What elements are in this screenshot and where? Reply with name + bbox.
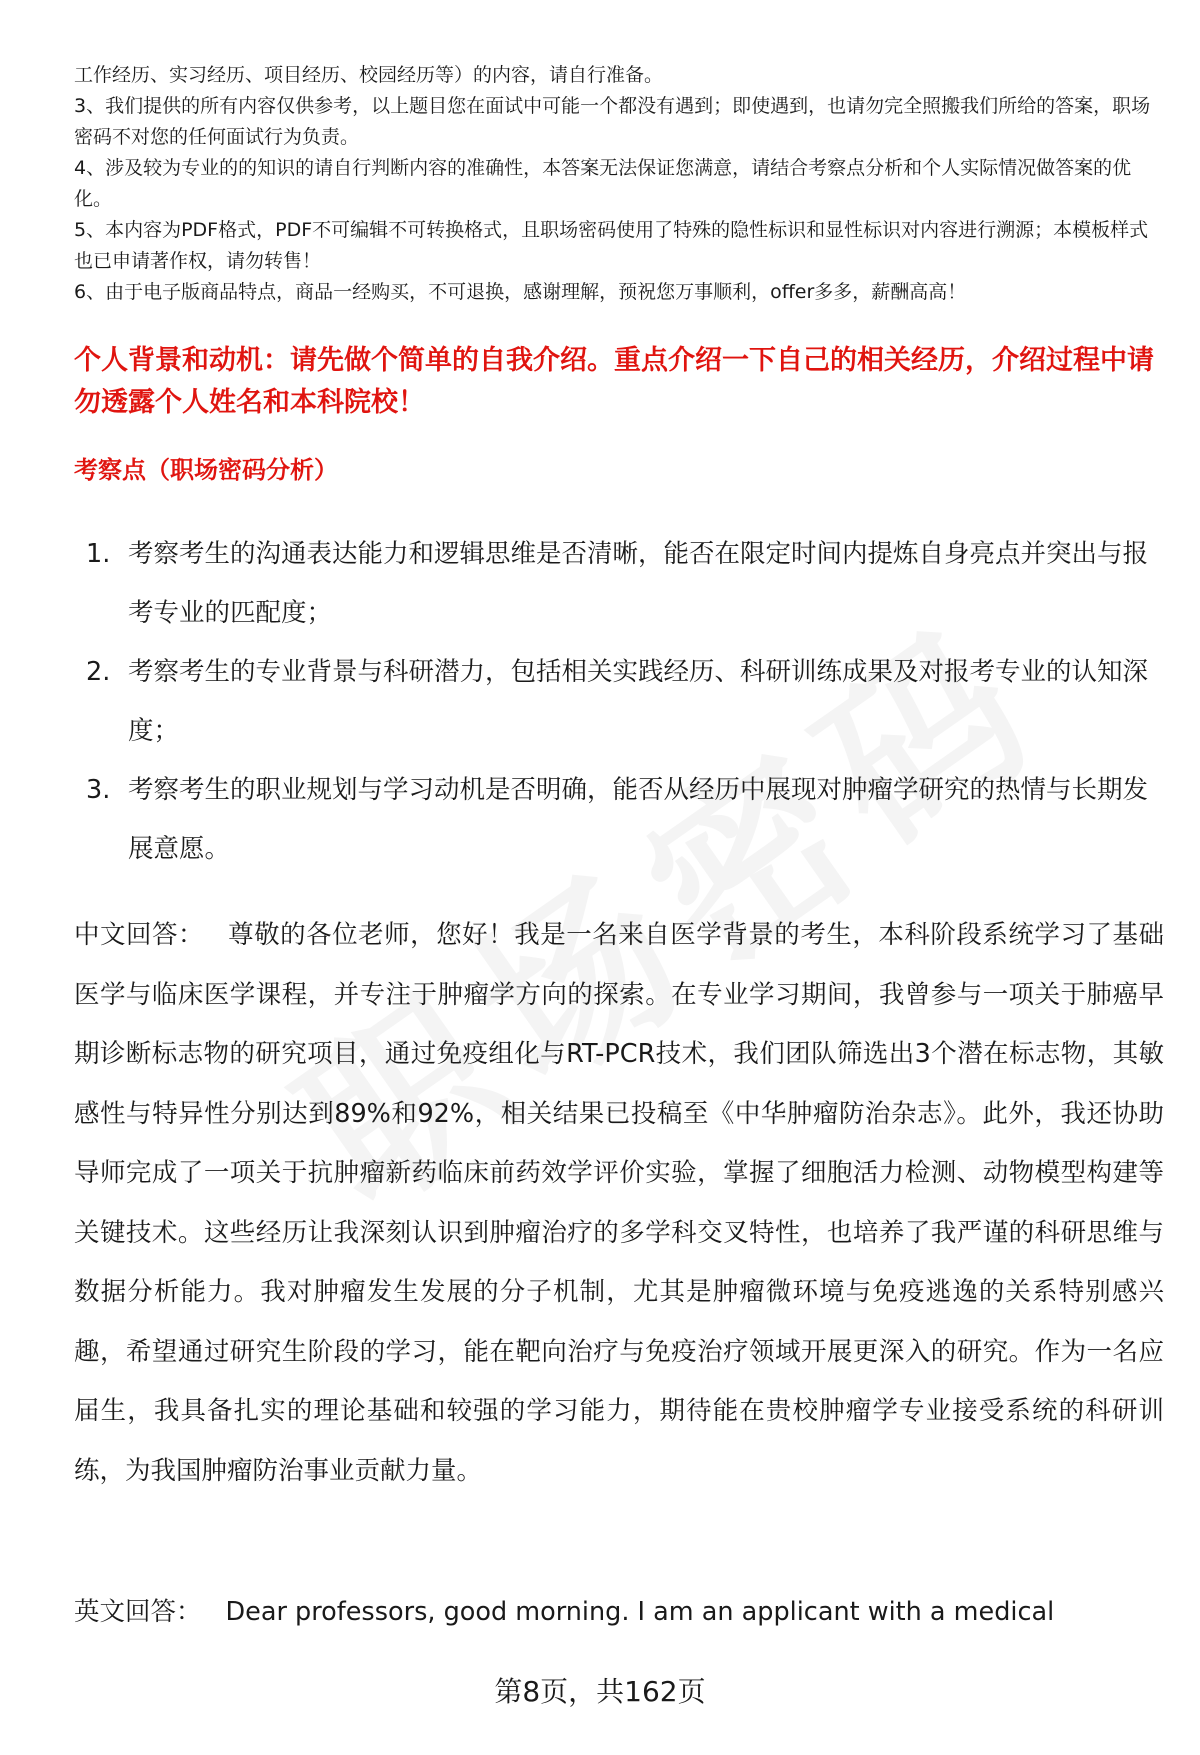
english-answer-text: Dear professors, good morning. I am an applicant with a medical	[225, 1597, 1055, 1627]
note-line: 工作经历、实习经历、项目经历、校园经历等）的内容，请自行准备。	[74, 64, 664, 86]
list-item	[74, 643, 1164, 761]
chinese-answer-label: 中文回答：	[74, 920, 205, 950]
list-item-number: 1.	[86, 539, 111, 569]
question-heading: 个人背景和动机：请先做个简单的自我介绍。重点介绍一下自己的相关经历，介绍过程中请勿透露个人姓名和本科院校！	[74, 345, 1154, 418]
english-answer-label: 英文回答：	[74, 1597, 202, 1627]
list-item-text: 考察考生的沟通表达能力和逻辑思维是否清晰，能否在限定时间内提炼自身亮点并突出与报考专业的匹配度；	[128, 539, 1149, 628]
list-item-text: 考察考生的职业规划与学习动机是否明确，能否从经历中展现对肿瘤学研究的热情与长期发展意愿。	[128, 775, 1149, 864]
note-line: 5、本内容为PDF格式，PDF不可编辑不可转换格式，且职场密码使用了特殊的隐性标识和显性标识对内容进行溯源；本模板样式也已申请著作权，请勿转售！	[74, 219, 1149, 272]
points-list	[74, 525, 1164, 879]
points-title: 考察点（职场密码分析）	[74, 456, 338, 484]
note-line: 6、由于电子版商品特点，商品一经购买，不可退换，感谢理解，预祝您万事顺利，offer多多，薪酬高高！	[74, 281, 967, 303]
notes-section	[74, 60, 1164, 308]
list-item-text: 考察考生的专业背景与科研潜力，包括相关实践经历、科研训练成果及对报考专业的认知深度；	[128, 657, 1149, 746]
list-item-number: 2.	[86, 657, 111, 687]
list-item-number: 3.	[86, 775, 111, 805]
list-item	[74, 761, 1164, 879]
page-footer: 第8页，共162页	[494, 1675, 706, 1708]
note-line: 4、涉及较为专业的的知识的请自行判断内容的准确性，本答案无法保证您满意，请结合考察点分析和个人实际情况做答案的优化。	[74, 157, 1132, 210]
chinese-answer-text: 尊敬的各位老师，您好！我是一名来自医学背景的考生，本科阶段系统学习了基础医学与临床医学课程，并专注于肿瘤学方向的探索。在专业学习期间，我曾参与一项关于肺癌早期诊断标志物的研究项目，通过免疫组化与RT-PCR技术，我们团队筛选出3个潜在标志物，其敏感性与特异性分别达到89%和92%，相关结果已投稿至《中华肿瘤防治杂志》。此外，我还协助导师完成了一项关于抗肿瘤新药临床前药效学评价实验，掌握了细胞活力检测、动物模型构建等关键技术。这些经历让我深刻认识到肿瘤治疗的多学科交叉特性，也培养了我严谨的科研思维与数据分析能力。我对肿瘤发生发展的分子机制，尤其是肿瘤微环境与免疫逃逸的关系特别感兴趣，希望通过研究生阶段的学习，能在靶向治疗与免疫治疗领域开展更深入的研究。作为一名应届生，我具备扎实的理论基础和较强的学习能力，期待能在贵校肿瘤学专业接受系统的科研训练，为我国肿瘤防治事业贡献力量。	[74, 920, 1164, 1486]
chinese-answer	[74, 906, 1164, 1501]
english-answer	[74, 1592, 1174, 1632]
list-item	[74, 525, 1164, 643]
note-line: 3、我们提供的所有内容仅供参考，以上题目您在面试中可能一个都没有遇到；即使遇到，也请勿完全照搬我们所给的答案，职场密码不对您的任何面试行为负责。	[74, 95, 1151, 148]
